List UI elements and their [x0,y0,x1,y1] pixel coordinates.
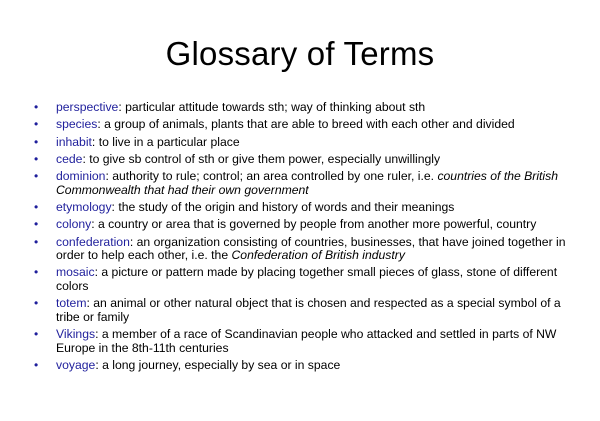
definition-text: : authority to rule; control; an area controlled by one ruler, i.e. [105,169,438,184]
glossary-entry-etymology [34,201,574,215]
term-label: Vikings [56,327,96,342]
glossary-entry-colony [34,218,574,232]
term-label: inhabit [56,134,92,149]
definition-text: : an organization consisting of countries, businesses, that have joined together in order to help each other, i.e. the [56,234,566,263]
definition-text: : to live in a particular place [91,134,240,149]
glossary-entry-mosaic [34,266,574,293]
glossary-entry-totem [34,297,574,324]
term-label: cede [56,151,83,166]
bullet-icon: • [34,296,39,311]
glossary-entry-inhabit [34,136,574,150]
bullet-icon: • [34,151,39,166]
term-label: species [56,117,98,132]
term-label: voyage [56,358,96,373]
definition-text: : to give sb control of sth or give them power, especially unwillingly [82,151,441,166]
glossary-entry-species [34,118,574,132]
definition-text: : a member of a race of Scandinavian people who attacked and settled in parts of NW Europe in the 8th-11th centuries [56,327,557,355]
glossary-entry-vikings [34,328,574,355]
definition-text: : a group of animals, plants that are able to breed with each other and divided [97,117,515,132]
term-label: perspective [56,100,119,114]
term-label: etymology [56,200,112,214]
glossary-entry-dominion [34,170,574,197]
definition-italic-text: Confederation of British industry [231,248,405,263]
definition-text: : the study of the origin and history of words and their meanings [111,200,455,214]
bullet-icon: • [34,265,39,280]
bullet-icon: • [34,134,39,149]
definition-text: : a country or area that is governed by people from another more powerful, country [91,217,537,232]
term-label: mosaic [56,265,95,280]
term-label: totem [56,296,87,311]
definition-text: : particular attitude towards sth; way of thinking about sth [118,100,426,114]
glossary-entry-voyage [34,359,574,373]
term-label: dominion [56,169,106,184]
bullet-icon: • [34,327,39,342]
bullet-icon: • [34,234,39,249]
glossary-list [34,101,574,376]
term-label: confederation [56,234,130,249]
term-label: colony [56,217,92,232]
bullet-icon: • [34,100,39,114]
bullet-icon: • [34,169,39,184]
bullet-icon: • [34,358,39,373]
bullet-icon: • [34,200,39,214]
definition-italic-text: countries of the British Commonwealth that had their own government [56,169,559,197]
slide-title: Glossary of Terms [165,35,435,72]
definition-text: : an animal or other natural object that is chosen and respected as a special symbol of a tribe or family [56,296,561,324]
definition-text: : a long journey, especially by sea or in space [95,358,341,373]
definition-text: : a picture or pattern made by placing together small pieces of glass, stone of different colors [56,265,558,294]
bullet-icon: • [34,117,39,132]
glossary-entry-cede [34,153,574,167]
glossary-entry-confederation [34,236,574,263]
glossary-entry-perspective [34,101,574,115]
bullet-icon: • [34,217,39,232]
